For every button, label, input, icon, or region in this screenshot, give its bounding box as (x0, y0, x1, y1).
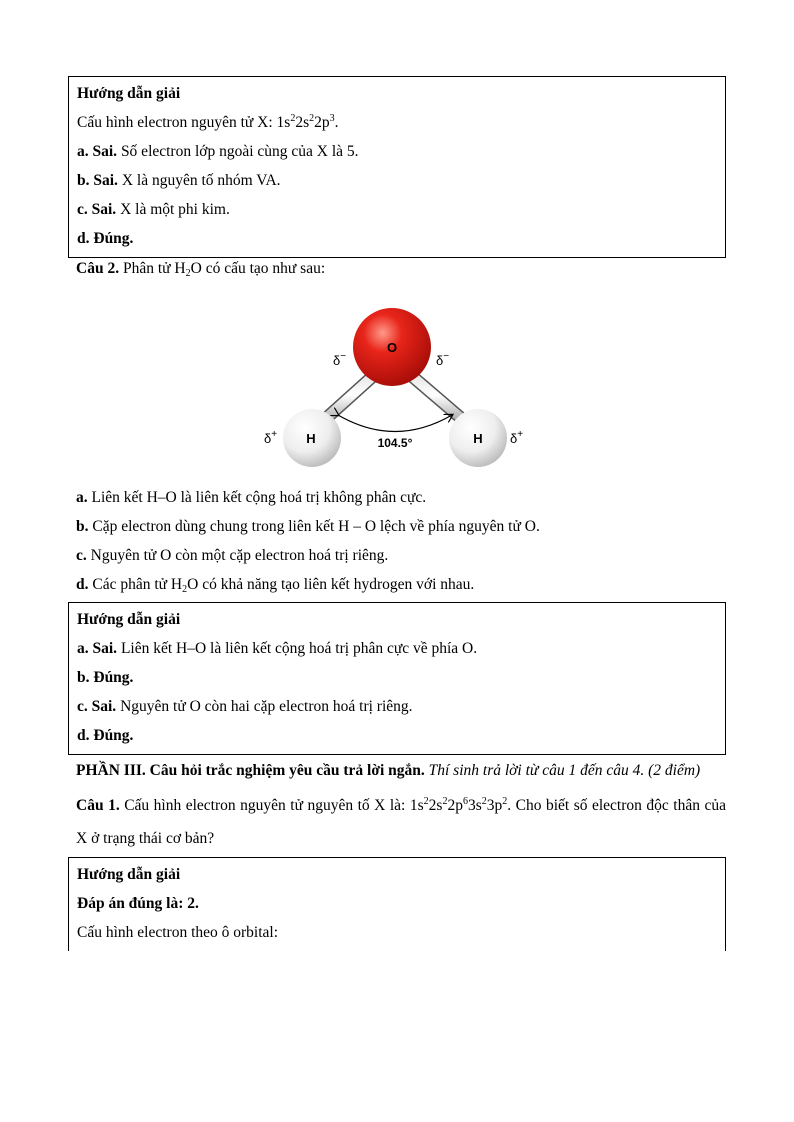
atom-label-h-left: H (306, 431, 316, 446)
question-2: Câu 2. Phân tử $H_2O$ có cấu tạo như sau: (76, 260, 326, 279)
solution-item-b: b. Đúng. (77, 669, 134, 686)
delta-plus-left: δ+ (264, 429, 278, 446)
solution-item-b: b. Sai. X là nguyên tố nhóm VA. (77, 172, 281, 189)
solution-item-d: d. Đúng. (77, 230, 134, 247)
statement-d: d. Các phân tử $H_2O$ có khả năng tạo liên kết hydrogen với nhau. (76, 576, 475, 595)
solution-box-3 (68, 857, 726, 951)
answer-line: Đáp án đúng là: 2. (77, 895, 199, 912)
solution-title: Hướng dẫn giải (77, 611, 181, 628)
statement-c: c. Nguyên tử O còn một cặp electron hoá trị riêng. (76, 547, 389, 564)
delta-minus-right: δ− (436, 351, 450, 368)
solution-item-a: a. Sai. Liên kết H–O là liên kết cộng hoá trị phân cực về phía O. (77, 640, 478, 657)
solution-item-a: a. Sai. Số electron lớp ngoài cùng của X là 5. (77, 143, 359, 160)
angle-arc (338, 415, 452, 432)
atom-label-h-right: H (473, 431, 483, 446)
delta-minus-left: δ− (333, 351, 347, 368)
solution-item-c: c. Sai. X là một phi kim. (77, 201, 230, 218)
water-molecule-diagram (68, 283, 726, 483)
orbital-note: Cấu hình electron theo ô orbital: (77, 924, 279, 941)
solution-item-c: c. Sai. Nguyên tử O còn hai cặp electron hoá trị riêng. (77, 698, 413, 715)
bond-angle-label: 104.5° (377, 436, 413, 450)
water-molecule-figure (68, 283, 726, 483)
statement-b: b. Cặp electron dùng chung trong liên kết H – O lệch về phía nguyên tử O. (76, 518, 540, 535)
part-3-heading: PHẦN III. Câu hỏi trắc nghiệm yêu cầu trả lời ngắn. Thí sinh trả lời từ câu 1 đến câu 4. (2 điểm) (76, 762, 701, 779)
solution-box-1 (68, 76, 726, 258)
part-3-question-1: Câu 1. Cấu hình electron nguyên tử nguyên tố X là: $1s^22s^22p^63s^23p^2$. Cho biết số electron độc thân của X ở trạng thái cơ bản? (76, 796, 726, 847)
statement-a: a. Liên kết H–O là liên kết cộng hoá trị không phân cực. (76, 489, 427, 506)
atom-label-o: O (386, 340, 398, 355)
solution-item-d: d. Đúng. (77, 727, 134, 744)
page (68, 76, 726, 951)
solution-box-2 (68, 602, 726, 755)
solution-title: Hướng dẫn giải (77, 866, 181, 883)
solution-title: Hướng dẫn giải (77, 85, 181, 102)
electron-config-line: Cấu hình electron nguyên tử X: $1s^22s^22p^3$. (77, 113, 339, 131)
delta-plus-right: δ+ (510, 429, 524, 446)
